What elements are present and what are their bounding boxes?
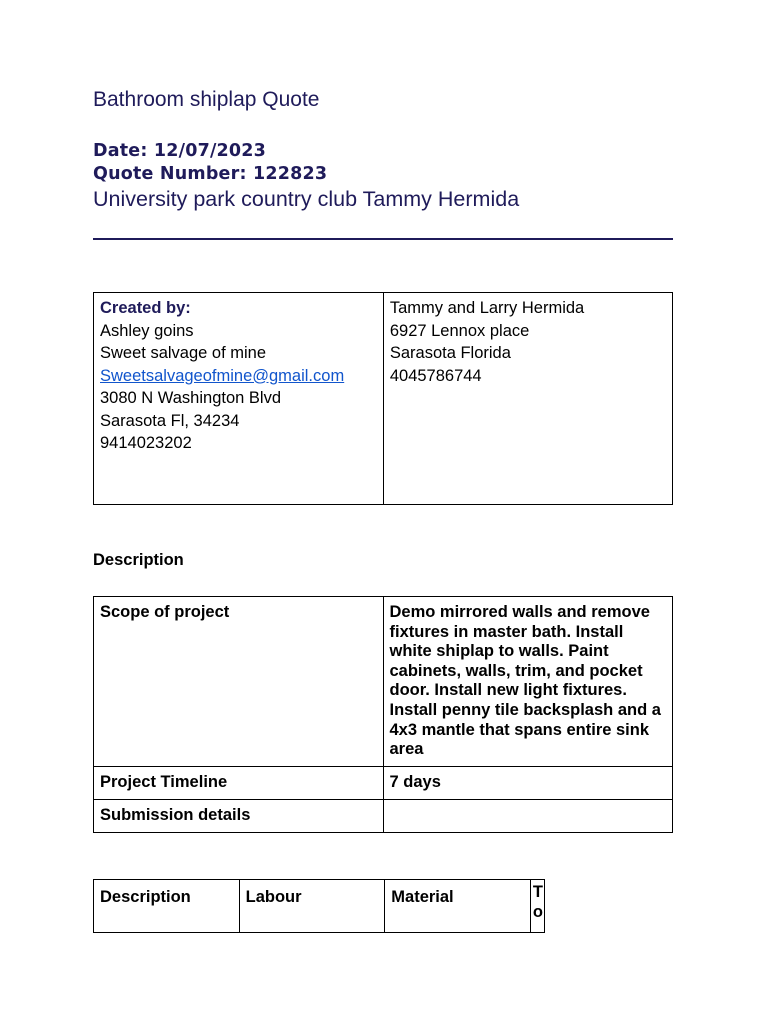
submission-key: Submission details <box>94 799 384 832</box>
cost-header-description: Description <box>94 880 240 933</box>
table-row <box>94 766 673 799</box>
quote-date: Date: 12/07/2023 <box>93 141 267 161</box>
client-city: Sarasota Florida <box>389 344 511 362</box>
heading-divider <box>93 238 673 240</box>
description-label: Description <box>93 551 184 569</box>
table-header-row <box>94 880 545 933</box>
timeline-value: 7 days <box>383 766 673 799</box>
client-cell <box>383 293 672 505</box>
scope-key: Scope of project <box>94 597 384 767</box>
creator-name: Ashley goins <box>100 321 194 340</box>
creator-city: Sarasota Fl, 34234 <box>100 411 240 430</box>
client-name: Tammy and Larry Hermida <box>389 299 585 317</box>
timeline-key: Project Timeline <box>94 766 384 799</box>
parties-table <box>93 292 673 505</box>
creator-company: Sweet salvage of mine <box>100 344 267 362</box>
cost-header-labour: Labour <box>239 880 385 933</box>
table-row <box>94 799 673 832</box>
description-table <box>93 596 673 833</box>
document-title: Bathroom shiplap Quote <box>93 88 320 111</box>
table-row <box>94 597 673 767</box>
cost-table <box>93 879 545 933</box>
client-street: 6927 Lennox place <box>389 321 530 340</box>
creator-street: 3080 N Washington Blvd <box>100 389 281 407</box>
cost-header-material: Material <box>385 880 531 933</box>
created-by-label: Created by: <box>100 299 191 317</box>
quote-number: Quote Number: 122823 <box>93 164 328 184</box>
creator-cell <box>94 293 384 505</box>
scope-value: Demo mirrored walls and remove fixtures in master bath. Install white shiplap to walls. Paint cabinets, walls, trim, and pocket door. Install new light fixtures. Install penny tile backsplash and a 4x3 mantle that spans entire sink area <box>383 597 673 767</box>
submission-value <box>383 799 673 832</box>
client-phone: 4045786744 <box>389 366 482 385</box>
cost-header-total: To <box>530 880 544 933</box>
client-heading: University park country club Tammy Hermida <box>93 187 520 211</box>
creator-email-link[interactable]: Sweetsalvageofmine@gmail.com <box>100 366 345 385</box>
creator-phone: 9414023202 <box>100 434 192 452</box>
